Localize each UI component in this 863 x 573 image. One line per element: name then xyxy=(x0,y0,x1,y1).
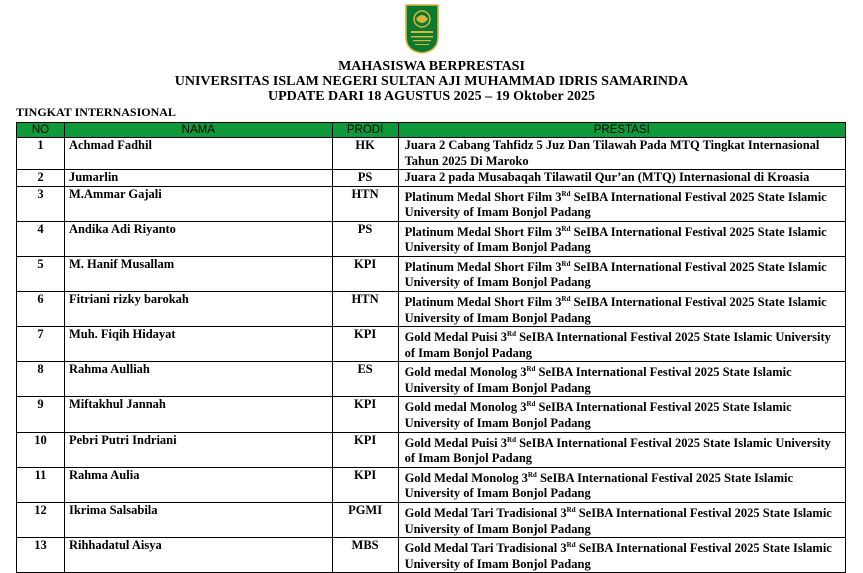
section-title: TINGKAT INTERNASIONAL xyxy=(16,105,176,119)
study-program: KPI xyxy=(332,467,398,502)
study-program: PS xyxy=(332,221,398,256)
achievement-main: Juara 2 Cabang Tahfidz 5 Juz Dan Tilawah Pada MTQ Tingkat Internasional Tahun 2025 Di Maroko xyxy=(404,138,820,168)
row-number: 12 xyxy=(17,502,65,537)
achievement-text xyxy=(398,397,845,432)
student-name: M.Ammar Gajali xyxy=(64,186,332,221)
ordinal-suffix: Rd xyxy=(507,435,516,444)
row-number: 9 xyxy=(17,397,65,432)
table-row xyxy=(17,256,846,291)
column-header-prodi: PRODI xyxy=(332,123,398,138)
study-program: KPI xyxy=(332,432,398,467)
row-number: 11 xyxy=(17,467,65,502)
ordinal-suffix: Rd xyxy=(561,294,571,303)
achievement-main: Platinum Medal Short Film 3 xyxy=(404,189,562,204)
row-number: 7 xyxy=(17,327,65,362)
achievement-event: SeIBA International Festival 2025 State Islamic University of Imam Bonjol Padang xyxy=(404,259,827,290)
student-name: Rahma Aulliah xyxy=(64,362,332,397)
ordinal-suffix: Rd xyxy=(527,470,537,479)
row-number: 4 xyxy=(17,221,65,256)
ordinal-suffix: Rd xyxy=(526,365,536,374)
achievement-text xyxy=(398,432,845,467)
achievement-main: Platinum Medal Short Film 3 xyxy=(404,224,562,239)
row-number: 3 xyxy=(17,186,65,221)
achievement-event: SeIBA International Festival 2025 State Islamic University of Imam Bonjol Padang xyxy=(404,470,794,501)
student-name: M. Hanif Musallam xyxy=(64,256,332,291)
student-name: Rihhadatul Aisya xyxy=(64,538,332,573)
row-number: 1 xyxy=(17,138,65,170)
student-name: Jumarlin xyxy=(64,170,332,187)
student-name: Miftakhul Jannah xyxy=(64,397,332,432)
achievement-text xyxy=(398,362,845,397)
study-program: KPI xyxy=(332,256,398,291)
achievement-text xyxy=(398,170,845,187)
study-program: HTN xyxy=(332,291,398,326)
column-header-no: NO xyxy=(17,123,65,138)
row-number: 10 xyxy=(17,432,65,467)
document-header xyxy=(0,59,863,104)
row-number: 13 xyxy=(17,538,65,573)
achievement-text xyxy=(398,138,845,170)
achievement-text xyxy=(398,186,845,221)
table-row xyxy=(17,327,846,362)
study-program: HK xyxy=(332,138,398,170)
achievement-event: SeIBA International Festival 2025 State Islamic University of Imam Bonjol Padang xyxy=(404,189,827,220)
achievement-main: Gold medal Monolog 3 xyxy=(404,365,527,380)
student-name: Andika Adi Riyanto xyxy=(64,221,332,256)
header-university: UNIVERSITAS ISLAM NEGERI SULTAN AJI MUHAMMAD IDRIS SAMARINDA xyxy=(174,74,689,89)
student-name: Muh. Fiqih Hidayat xyxy=(64,327,332,362)
ordinal-suffix: Rd xyxy=(566,541,576,550)
table-row xyxy=(17,432,846,467)
achievement-main: Gold Medal Tari Tradisional 3 xyxy=(404,506,567,521)
table-header-row xyxy=(17,123,846,138)
achievement-main: Platinum Medal Short Film 3 xyxy=(404,259,562,274)
table-row xyxy=(17,502,846,537)
achievement-text xyxy=(398,291,845,326)
study-program: ES xyxy=(332,362,398,397)
achievement-main: Gold Medal Monolog 3 xyxy=(404,470,528,485)
study-program: PS xyxy=(332,170,398,187)
study-program: HTN xyxy=(332,186,398,221)
achievement-event: SeIBA International Festival 2025 State Islamic University of Imam Bonjol Padang xyxy=(404,330,831,360)
achievement-main: Gold Medal Puisi 3 xyxy=(404,435,508,450)
achievement-event: SeIBA International Festival 2025 State Islamic University of Imam Bonjol Padang xyxy=(404,506,832,536)
header-date-range: UPDATE DARI 18 AGUSTUS 2025 – 19 Oktober 2025 xyxy=(268,89,595,104)
university-crest-icon xyxy=(402,3,442,55)
achievement-main: Gold medal Monolog 3 xyxy=(404,400,527,415)
header-title: MAHASISWA BERPRESTASI xyxy=(338,59,525,74)
row-number: 8 xyxy=(17,362,65,397)
achievement-event: SeIBA International Festival 2025 State Islamic University of Imam Bonjol Padang xyxy=(404,295,827,325)
student-name: Fitriani rizky barokah xyxy=(64,291,332,326)
achievement-event: SeIBA International Festival 2025 State Islamic University of Imam Bonjol Padang xyxy=(404,400,792,431)
table-row xyxy=(17,221,846,256)
row-number: 5 xyxy=(17,256,65,291)
ordinal-suffix: Rd xyxy=(526,400,536,409)
table-row xyxy=(17,291,846,326)
ordinal-suffix: Rd xyxy=(507,330,516,339)
student-name: Rahma Aulia xyxy=(64,467,332,502)
table-row xyxy=(17,170,846,187)
achievement-table xyxy=(16,122,846,573)
ordinal-suffix: Rd xyxy=(561,259,571,268)
achievement-text xyxy=(398,221,845,256)
column-header-nama: NAMA xyxy=(64,123,332,138)
ordinal-suffix: Rd xyxy=(561,224,571,233)
study-program: MBS xyxy=(332,538,398,573)
study-program: KPI xyxy=(332,397,398,432)
achievement-main: Juara 2 pada Musabaqah Tilawatil Qur’an (MTQ) Internasional di Kroasia xyxy=(404,170,810,184)
student-name: Achmad Fadhil xyxy=(64,138,332,170)
study-program: KPI xyxy=(332,327,398,362)
table-row xyxy=(17,138,846,170)
row-number: 2 xyxy=(17,170,65,187)
ordinal-suffix: Rd xyxy=(561,189,571,198)
table-row xyxy=(17,538,846,573)
achievement-event: SeIBA International Festival 2025 State Islamic University of Imam Bonjol Padang xyxy=(404,365,792,395)
student-name: Ikrima Salsabila xyxy=(64,502,332,537)
achievement-text xyxy=(398,538,845,573)
achievement-main: Platinum Medal Short Film 3 xyxy=(404,295,562,310)
achievement-main: Gold Medal Puisi 3 xyxy=(404,330,508,345)
achievement-event: SeIBA International Festival 2025 State Islamic University of Imam Bonjol Padang xyxy=(404,541,832,571)
achievement-text xyxy=(398,502,845,537)
row-number: 6 xyxy=(17,291,65,326)
achievement-event: SeIBA International Festival 2025 State Islamic University of Imam Bonjol Padang xyxy=(404,224,827,255)
achievement-text xyxy=(398,327,845,362)
table-body xyxy=(17,138,846,573)
table-row xyxy=(17,186,846,221)
table-row xyxy=(17,397,846,432)
student-name: Pebri Putri Indriani xyxy=(64,432,332,467)
table-row xyxy=(17,467,846,502)
achievement-main: Gold Medal Tari Tradisional 3 xyxy=(404,541,567,556)
achievement-text xyxy=(398,467,845,502)
achievement-event: SeIBA International Festival 2025 State Islamic University of Imam Bonjol Padang xyxy=(404,435,831,466)
achievement-text xyxy=(398,256,845,291)
ordinal-suffix: Rd xyxy=(566,505,576,514)
study-program: PGMI xyxy=(332,502,398,537)
column-header-prestasi: PRESTASI xyxy=(398,123,845,138)
table-row xyxy=(17,362,846,397)
